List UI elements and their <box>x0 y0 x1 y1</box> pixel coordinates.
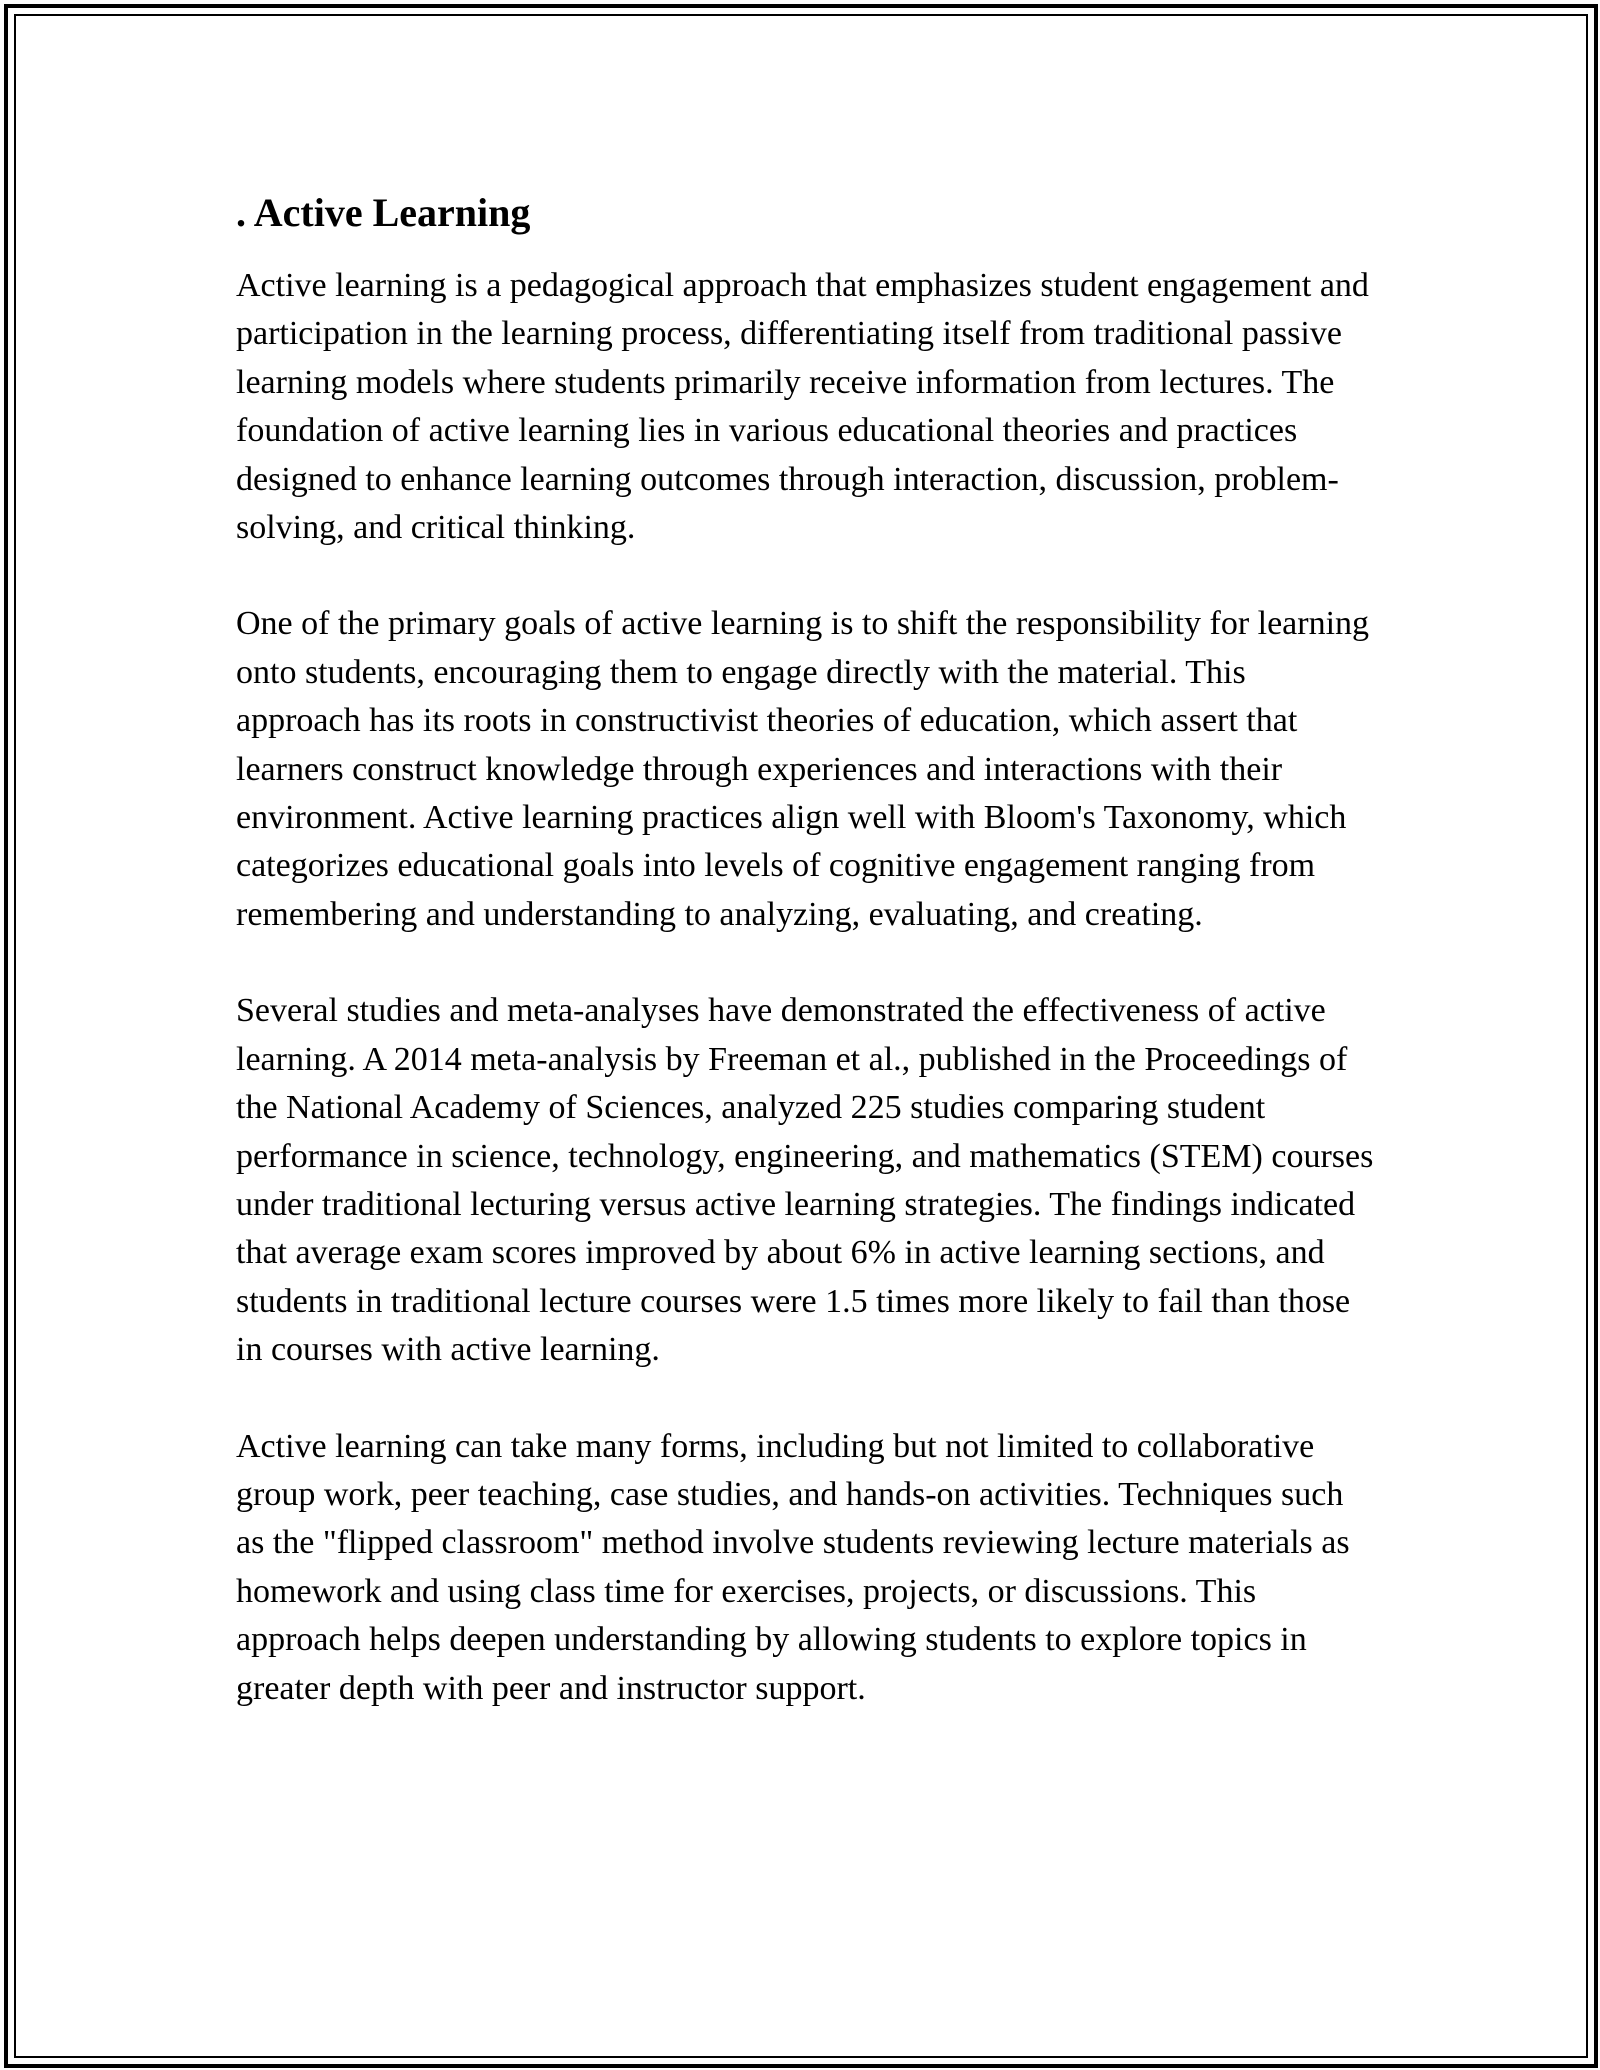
paragraph-evidence: Several studies and meta-analyses have demonstrated the effectiveness of active learning. A 2014 meta-analysis by Freeman et al., published in the Proceedings of the National Academy of Sciences, analyzed 225 studies comparing student performance in science, technology, engineering, and mathematics (STEM) courses under traditional lecturing versus active learning strategies. The findings indicated that average exam scores improved by about 6% in active learning sections, and students in traditional lecture courses were 1.5 times more likely to fail than those in courses with active learning. <box>236 992 1374 1369</box>
section-heading: . Active Learning <box>236 190 531 235</box>
paragraph-goals: One of the primary goals of active learning is to shift the responsibility for learning onto students, encouraging them to engage directly with the material. This approach has its roots in constructivist theories of education, which assert that learners construct knowledge through experiences and interactions with their environment. Active learning practices align well with Bloom's Taxonomy, which categorizes educational goals into levels of cognitive engagement ranging from remembering and understanding to analyzing, evaluating, and creating. <box>236 605 1370 933</box>
document-body <box>236 186 1376 1761</box>
paragraph-introduction: Active learning is a pedagogical approach that emphasizes student engagement and participation in the learning process, differentiating itself from traditional passive learning models where students primarily receive information from lectures. The foundation of active learning lies in various educational theories and practices designed to enhance learning outcomes through interaction, discussion, problem-solving, and critical thinking. <box>236 267 1369 547</box>
paragraph-forms: Active learning can take many forms, including but not limited to collaborative group work, peer teaching, case studies, and hands-on activities. Techniques such as the "flipped classroom" method involve students reviewing lecture materials as homework and using class time for exercises, projects, or discussions. This approach helps deepen understanding by allowing students to explore topics in greater depth with peer and instructor support. <box>236 1427 1350 1707</box>
